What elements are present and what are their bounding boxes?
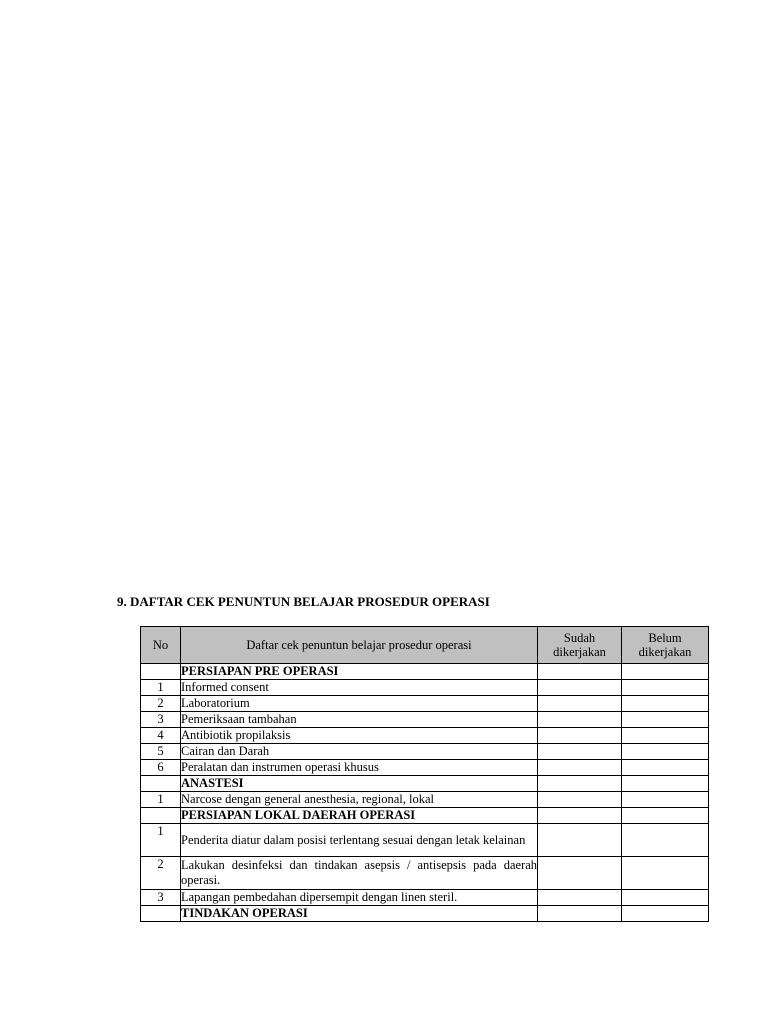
row-item: PERSIAPAN LOKAL DAERAH OPERASI — [181, 808, 538, 824]
row-not-done-cell[interactable] — [622, 792, 709, 808]
row-no — [141, 664, 181, 680]
row-done-cell[interactable] — [538, 680, 622, 696]
row-not-done-cell[interactable] — [622, 712, 709, 728]
row-item: Laboratorium — [181, 696, 538, 712]
row-done-cell[interactable] — [538, 664, 622, 680]
row-done-cell[interactable] — [538, 890, 622, 906]
row-not-done-cell[interactable] — [622, 760, 709, 776]
row-no: 6 — [141, 760, 181, 776]
row-item: Lakukan desinfeksi dan tindakan asepsis / antisepsis pada daerah operasi. — [181, 857, 538, 890]
row-done-cell[interactable] — [538, 906, 622, 922]
row-not-done-cell[interactable] — [622, 776, 709, 792]
row-done-cell[interactable] — [538, 792, 622, 808]
row-item: Antibiotik propilaksis — [181, 728, 538, 744]
row-item: PERSIAPAN PRE OPERASI — [181, 664, 538, 680]
row-no: 3 — [141, 712, 181, 728]
row-done-cell[interactable] — [538, 696, 622, 712]
header-not-done: Belum dikerjakan — [622, 627, 709, 664]
row-item: Informed consent — [181, 680, 538, 696]
table-row — [141, 890, 709, 906]
header-done: Sudah dikerjakan — [538, 627, 622, 664]
row-no: 1 — [141, 824, 181, 857]
row-no — [141, 906, 181, 922]
row-done-cell[interactable] — [538, 728, 622, 744]
row-done-cell[interactable] — [538, 857, 622, 890]
row-no: 2 — [141, 857, 181, 890]
row-no: 2 — [141, 696, 181, 712]
row-item: Narcose dengan general anesthesia, regional, lokal — [181, 792, 538, 808]
table-row — [141, 776, 709, 792]
row-not-done-cell[interactable] — [622, 680, 709, 696]
row-no — [141, 808, 181, 824]
row-done-cell[interactable] — [538, 776, 622, 792]
table-row — [141, 712, 709, 728]
row-not-done-cell[interactable] — [622, 744, 709, 760]
header-item: Daftar cek penuntun belajar prosedur operasi — [181, 627, 538, 664]
row-not-done-cell[interactable] — [622, 857, 709, 890]
row-not-done-cell[interactable] — [622, 728, 709, 744]
row-done-cell[interactable] — [538, 760, 622, 776]
table-row — [141, 696, 709, 712]
row-item: TINDAKAN OPERASI — [181, 906, 538, 922]
table-row — [141, 857, 709, 890]
row-done-cell[interactable] — [538, 808, 622, 824]
row-item: ANASTESI — [181, 776, 538, 792]
row-done-cell[interactable] — [538, 712, 622, 728]
row-no: 4 — [141, 728, 181, 744]
row-not-done-cell[interactable] — [622, 906, 709, 922]
row-not-done-cell[interactable] — [622, 664, 709, 680]
row-item: Peralatan dan instrumen operasi khusus — [181, 760, 538, 776]
row-not-done-cell[interactable] — [622, 824, 709, 857]
row-item: Penderita diatur dalam posisi terlentang sesuai dengan letak kelainan — [181, 824, 538, 857]
header-no: No — [141, 627, 181, 664]
row-not-done-cell[interactable] — [622, 696, 709, 712]
table-row — [141, 728, 709, 744]
table-row — [141, 824, 709, 857]
table-header-row — [141, 627, 709, 664]
row-no — [141, 776, 181, 792]
table-row — [141, 906, 709, 922]
table-row — [141, 664, 709, 680]
row-not-done-cell[interactable] — [622, 890, 709, 906]
row-no: 1 — [141, 680, 181, 696]
row-item: Lapangan pembedahan dipersempit dengan linen steril. — [181, 890, 538, 906]
row-item: Cairan dan Darah — [181, 744, 538, 760]
row-no: 3 — [141, 890, 181, 906]
section-title: 9. DAFTAR CEK PENUNTUN BELAJAR PROSEDUR OPERASI — [117, 594, 490, 609]
checklist-table — [140, 626, 709, 922]
table-row — [141, 744, 709, 760]
row-item: Pemeriksaan tambahan — [181, 712, 538, 728]
row-not-done-cell[interactable] — [622, 808, 709, 824]
table-row — [141, 680, 709, 696]
row-no: 1 — [141, 792, 181, 808]
table-row — [141, 792, 709, 808]
row-done-cell[interactable] — [538, 824, 622, 857]
row-done-cell[interactable] — [538, 744, 622, 760]
table-row — [141, 760, 709, 776]
table-row — [141, 808, 709, 824]
row-no: 5 — [141, 744, 181, 760]
